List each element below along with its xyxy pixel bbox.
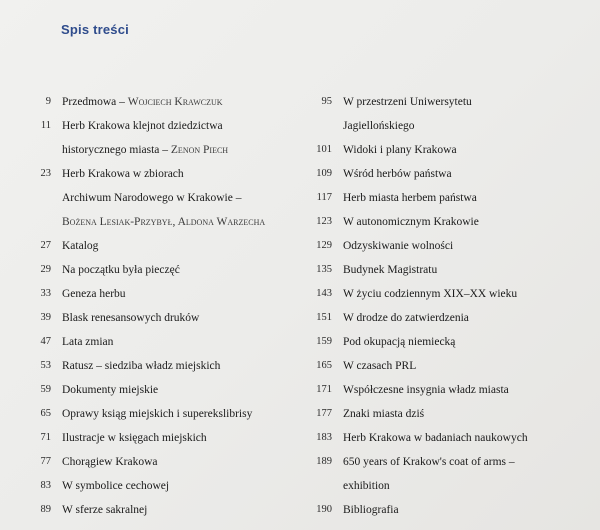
toc-entry[interactable] [305, 450, 585, 498]
toc-title: Lata zmian [62, 336, 114, 348]
toc-page-number: 190 [316, 504, 332, 515]
toc-title: Przedmowa – Wojciech Krawczuk [62, 96, 223, 108]
toc-page-number: 29 [40, 264, 51, 275]
toc-title: Widoki i plany Krakowa [343, 144, 457, 156]
toc-column-left [28, 90, 300, 522]
toc-entry[interactable] [305, 426, 585, 450]
toc-title-continued: Jagiellońskiego [343, 120, 415, 132]
toc-title: Ilustracje w księgach miejskich [62, 432, 207, 444]
toc-page-number: 177 [316, 408, 332, 419]
toc-title: Herb Krakowa w badaniach naukowych [343, 432, 528, 444]
toc-page-number: 89 [40, 504, 51, 515]
toc-page-number: 171 [316, 384, 332, 395]
toc-page-number: 59 [40, 384, 51, 395]
toc-page-number: 151 [316, 312, 332, 323]
toc-page-number: 11 [40, 120, 51, 131]
toc-title: Wśród herbów państwa [343, 168, 452, 180]
toc-entry[interactable] [305, 306, 585, 330]
toc-entry[interactable] [305, 330, 585, 354]
toc-title: Chorągiew Krakowa [62, 456, 158, 468]
toc-entry[interactable] [305, 90, 585, 138]
toc-entry[interactable] [28, 450, 300, 474]
toc-entry[interactable] [28, 234, 300, 258]
toc-title: W przestrzeni Uniwersytetu [343, 96, 472, 108]
toc-author: Zenon Piech [170, 144, 229, 156]
toc-title: Herb miasta herbem państwa [343, 192, 477, 204]
toc-page-number: 101 [316, 144, 332, 155]
toc-page-number: 23 [40, 168, 51, 179]
toc-entry[interactable] [305, 186, 585, 210]
toc-page-number: 143 [316, 288, 332, 299]
toc-entry[interactable] [28, 162, 300, 234]
toc-title: Bibliografia [343, 504, 399, 516]
toc-title: W sferze sakralnej [62, 504, 148, 516]
toc-entry[interactable] [28, 114, 300, 162]
toc-page-number: 135 [316, 264, 332, 275]
toc-page-number: 77 [40, 456, 51, 467]
toc-entry[interactable] [305, 498, 585, 522]
toc-entry[interactable] [28, 306, 300, 330]
toc-entry[interactable] [28, 378, 300, 402]
toc-title: Herb Krakowa klejnot dziedzictwa [62, 120, 223, 132]
toc-entry[interactable] [305, 210, 585, 234]
toc-entry[interactable] [305, 378, 585, 402]
toc-title: Herb Krakowa w zbiorach [62, 168, 184, 180]
toc-title: Ratusz – siedziba władz miejskich [62, 360, 221, 372]
toc-title: W czasach PRL [343, 360, 417, 372]
toc-title: Znaki miasta dziś [343, 408, 425, 420]
toc-page-number: 95 [321, 96, 332, 107]
toc-title: W życiu codziennym XIX–XX wieku [343, 288, 518, 300]
toc-page-number: 53 [40, 360, 51, 371]
toc-title: W drodze do zatwierdzenia [343, 312, 469, 324]
toc-page-number: 183 [316, 432, 332, 443]
toc-title: W symbolice cechowej [62, 480, 170, 492]
toc-entry[interactable] [28, 426, 300, 450]
toc-entry[interactable] [305, 282, 585, 306]
toc-title: Pod okupacją niemiecką [343, 336, 456, 348]
toc-title: Budynek Magistratu [343, 264, 438, 276]
toc-page-number: 109 [316, 168, 332, 179]
toc-entry[interactable] [28, 90, 300, 114]
toc-entry[interactable] [28, 330, 300, 354]
toc-entry[interactable] [305, 354, 585, 378]
toc-page-number: 159 [316, 336, 332, 347]
toc-title: Katalog [62, 240, 99, 252]
toc-page-number: 129 [316, 240, 332, 251]
toc-page-number: 65 [40, 408, 51, 419]
toc-entry[interactable] [28, 474, 300, 498]
toc-title: Dokumenty miejskie [62, 384, 159, 396]
toc-page-number: 39 [40, 312, 51, 323]
toc-page-number: 47 [40, 336, 51, 347]
toc-entry[interactable] [28, 402, 300, 426]
toc-entry[interactable] [305, 162, 585, 186]
page-title: Spis treści [61, 22, 129, 37]
toc-author: Wojciech Krawczuk [127, 96, 223, 108]
toc-entry[interactable] [28, 282, 300, 306]
toc-entry[interactable] [305, 234, 585, 258]
toc-page-number: 165 [316, 360, 332, 371]
toc-title-continued: Archiwum Narodowego w Krakowie – [62, 192, 242, 204]
toc-title: Blask renesansowych druków [62, 312, 200, 324]
toc-title: Na początku była pieczęć [62, 264, 180, 276]
toc-title: Geneza herbu [62, 288, 126, 300]
toc-column-right [305, 90, 585, 522]
toc-entry[interactable] [305, 258, 585, 282]
toc-page-number: 117 [316, 192, 332, 203]
toc-title: Współczesne insygnia władz miasta [343, 384, 509, 396]
toc-page-number: 189 [316, 456, 332, 467]
toc-entry[interactable] [305, 402, 585, 426]
toc-page-number: 83 [40, 480, 51, 491]
toc-author: Bożena Lesiak-Przybył, Aldona Warzecha [62, 216, 266, 228]
toc-page-number: 123 [316, 216, 332, 227]
toc-page-number: 9 [45, 96, 51, 107]
toc-entry[interactable] [28, 258, 300, 282]
toc-entry[interactable] [28, 498, 300, 522]
toc-title-continued: historycznego miasta – Zenon Piech [62, 144, 229, 156]
toc-title: W autonomicznym Krakowie [343, 216, 479, 228]
toc-title-continued: exhibition [343, 480, 390, 492]
toc-title: Oprawy ksiąg miejskich i superekslibrisy [62, 408, 253, 420]
toc-page-number: 33 [40, 288, 51, 299]
toc-page-number: 71 [40, 432, 51, 443]
toc-entry[interactable] [28, 354, 300, 378]
toc-title: 650 years of Krakow's coat of arms – [343, 456, 515, 468]
toc-entry[interactable] [305, 138, 585, 162]
toc-page-number: 27 [40, 240, 51, 251]
toc-title: Odzyskiwanie wolności [343, 240, 454, 252]
